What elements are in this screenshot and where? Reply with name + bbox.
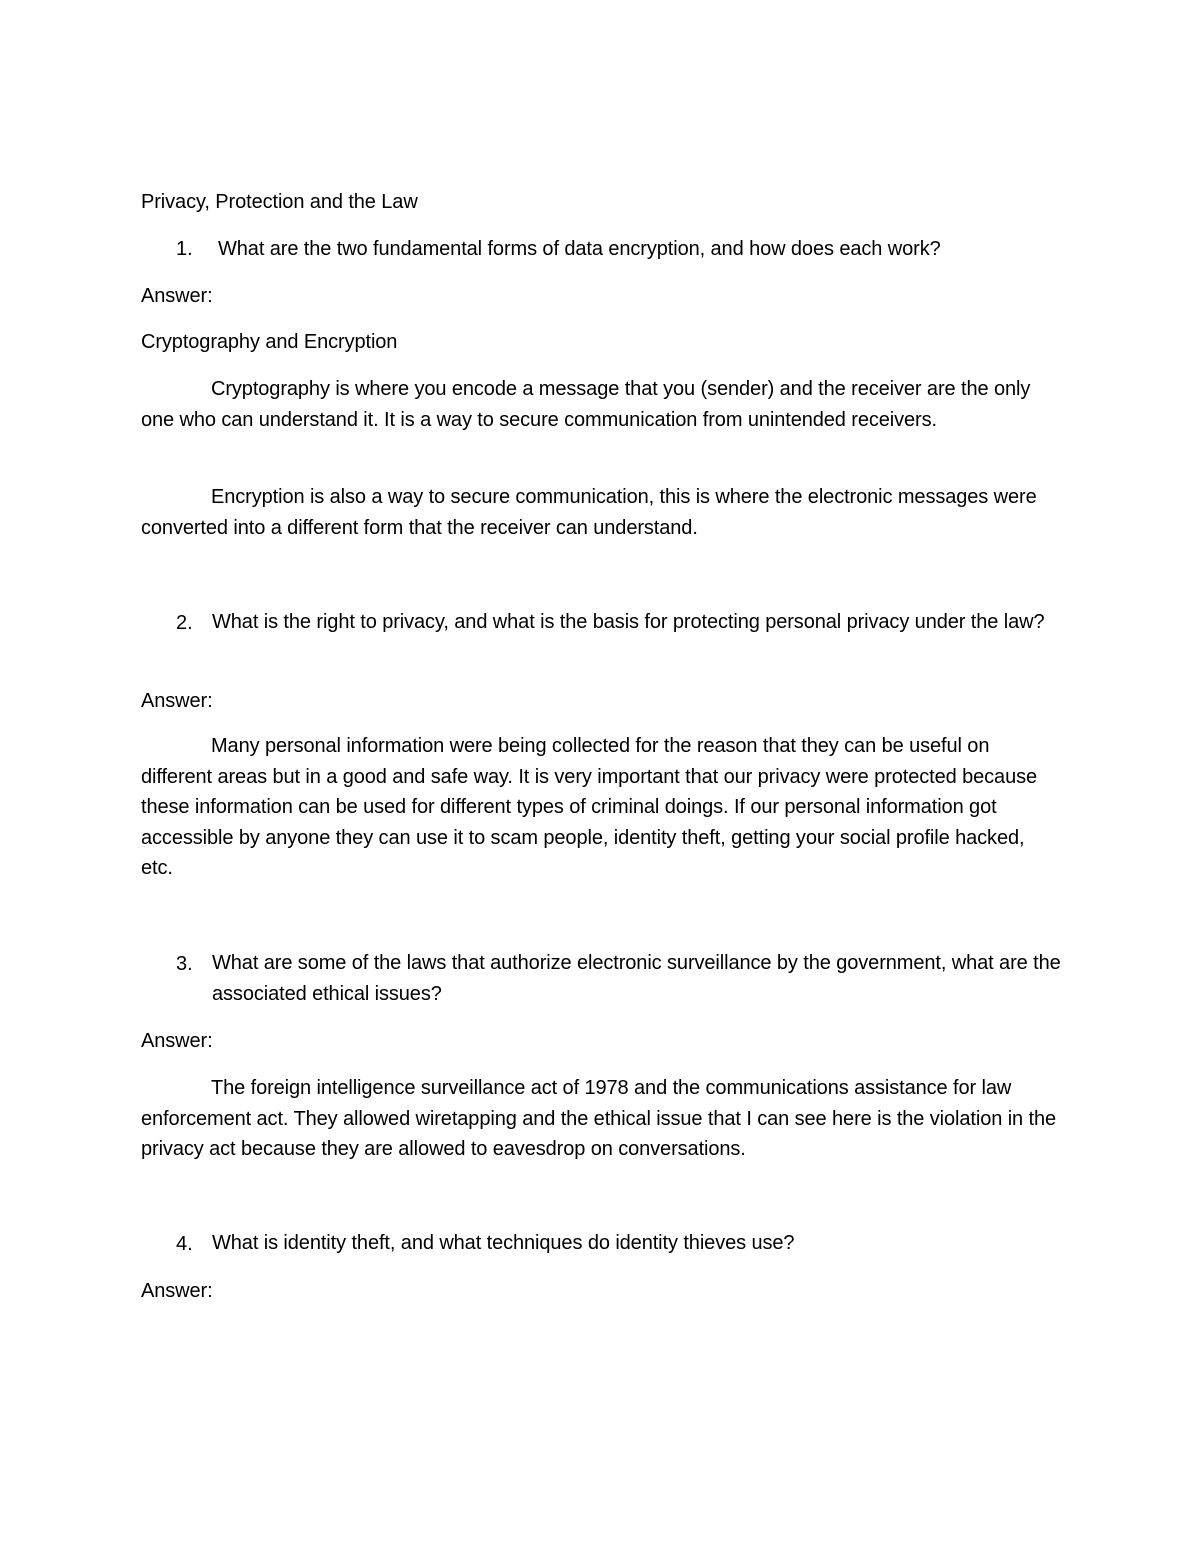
- question-2-number: 2.: [176, 612, 193, 634]
- answer-4-label: Answer:: [141, 1280, 213, 1302]
- answer-2-paragraph-1: Many personal information were being collected for the reason that they can be useful on different areas but in a good and safe way. It is very important that our privacy were protected because these information can be used for different types of criminal doings. If our personal information got accessible by anyone they can use it to scam people, identity theft, getting your social profile hacked, etc.: [141, 735, 1038, 879]
- question-3-text: What are some of the laws that authorize electronic surveillance by the government, what are the associated ethical issues?: [212, 952, 1061, 1005]
- question-4-number: 4.: [176, 1233, 193, 1255]
- question-4-text: What is identity theft, and what techniques do identity thieves use?: [212, 1232, 795, 1254]
- answer-1-paragraph-2: Encryption is also a way to secure communication, this is where the electronic messages were converted into a different form that the receiver can understand.: [141, 486, 1037, 539]
- question-3-number: 3.: [176, 953, 193, 975]
- question-2-text: What is the right to privacy, and what is the basis for protecting personal privacy under the law?: [212, 611, 1045, 633]
- document-title: Privacy, Protection and the Law: [141, 191, 418, 213]
- question-1-text: What are the two fundamental forms of data encryption, and how does each work?: [218, 238, 941, 260]
- answer-3-label: Answer:: [141, 1030, 213, 1052]
- answer-1-paragraph-1: Cryptography is where you encode a message that you (sender) and the receiver are the only one who can understand it. It is a way to secure communication from unintended receivers.: [141, 378, 1031, 431]
- answer-1-subheading: Cryptography and Encryption: [141, 331, 398, 353]
- answer-2-label: Answer:: [141, 690, 213, 712]
- question-1-number: 1.: [176, 238, 193, 260]
- answer-3-paragraph-1: The foreign intelligence surveillance act of 1978 and the communications assistance for law enforcement act. They allowed wiretapping and the ethical issue that I can see here is the violation in the privacy act because they are allowed to eavesdrop on conversations.: [141, 1077, 1057, 1160]
- answer-1-label: Answer:: [141, 285, 213, 307]
